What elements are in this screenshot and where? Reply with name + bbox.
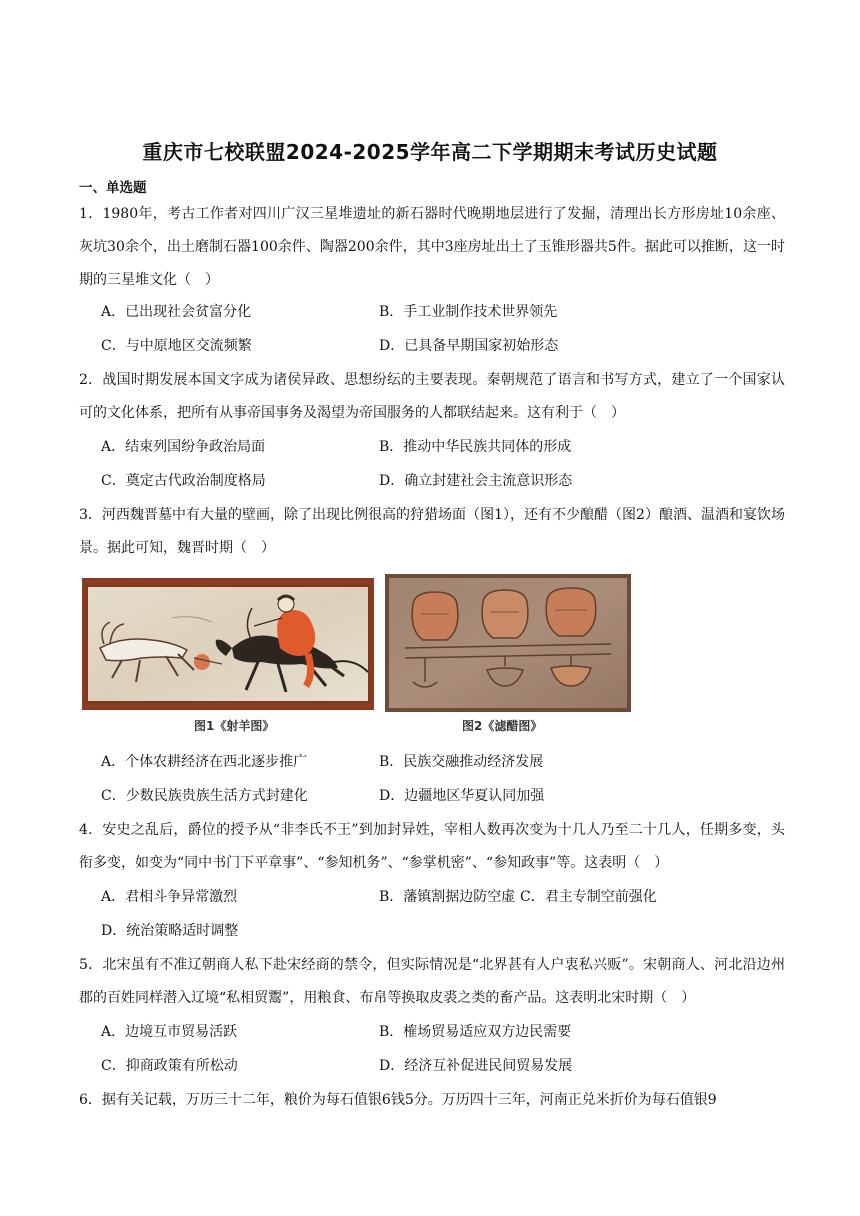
figure-2-caption: 图2《滤醋图》	[462, 719, 543, 733]
question-3-figures	[82, 574, 632, 739]
question-4-option-a: A．君相斗争异常激烈	[101, 889, 238, 905]
hunting-mural-image	[82, 578, 374, 710]
question-3-option-d: D．边疆地区华夏认同加强	[379, 788, 545, 804]
question-1-option-b: B．手工业制作技术世界领先	[379, 304, 558, 320]
question-2-option-d: D．确立封建社会主流意识形态	[379, 473, 573, 489]
section-heading: 一、单选题	[79, 180, 147, 196]
question-4-stem: 4．安史之乱后，爵位的授予从“非李氏不王”到加封异姓，宰相人数再次变为十几人乃至二十几人，任期多变，头衔多变，如变为“同中书门下平章事”、“参知机务”、“参掌机密”、“参知政事”等。这表明（ ）	[79, 822, 785, 871]
question-3-stem: 3．河西魏晋墓中有大量的壁画，除了出现比例很高的狩猎场面（图1），还有不少酿醋（图2）酿酒、温酒和宴饮场景。据此可知，魏晋时期（ ）	[79, 507, 785, 556]
question-3-option-c: C．少数民族贵族生活方式封建化	[101, 788, 308, 804]
question-6-stem: 6．据有关记载，万历三十二年，粮价为每石值银6钱5分。万历四十三年，河南正兑米折价为每石值银9	[79, 1092, 717, 1108]
question-4-option-d: D．统治策略适时调整	[101, 923, 239, 939]
question-4-option-c: C．君主专制空前强化	[520, 889, 657, 905]
question-5-option-d: D．经济互补促进民间贸易发展	[379, 1058, 573, 1074]
question-5-option-b: B．榷场贸易适应双方边民需要	[379, 1024, 572, 1040]
question-5-stem: 5．北宋虽有不准辽朝商人私下赴宋经商的禁令，但实际情况是“北界甚有人户衷私兴贩”。宋朝商人、河北沿边州郡的百姓同样潜入辽境“私相贸鬻”，用粮食、布帛等换取皮裘之类的畜产品。这表明北宋时期（ ）	[79, 957, 785, 1006]
question-2-option-a: A．结束列国纷争政治局面	[101, 439, 266, 455]
question-5-option-c: C．抑商政策有所松动	[101, 1058, 238, 1074]
question-2-option-b: B．推动中华民族共同体的形成	[379, 439, 572, 455]
vinegar-brick-image	[385, 574, 631, 712]
question-4-option-b: B．藩镇割据边防空虚	[379, 889, 516, 905]
question-1-stem: 1．1980年，考古工作者对四川广汉三星堆遗址的新石器时代晚期地层进行了发掘，清理出长方形房址10余座、灰坑30余个，出土磨制石器100余件、陶器200余件，其中3座房址出土了玉锥形器共5件。据此可以推断，这一时期的三星堆文化（ ）	[79, 206, 785, 288]
question-2-option-c: C．奠定古代政治制度格局	[101, 473, 266, 489]
question-3-option-b: B．民族交融推动经济发展	[379, 754, 544, 770]
question-3-option-a: A．个体农耕经济在西北逐步推广	[101, 754, 308, 770]
question-1-option-c: C．与中原地区交流频繁	[101, 338, 252, 354]
page-title: 重庆市七校联盟2024-2025学年高二下学期期末考试历史试题	[142, 140, 718, 164]
figure-1-caption: 图1《射羊图》	[194, 719, 275, 733]
question-1-option-d: D．已具备早期国家初始形态	[379, 338, 559, 354]
question-2-stem: 2．战国时期发展本国文字成为诸侯异政、思想纷纭的主要表现。秦朝规范了语言和书写方式，建立了一个国家认可的文化体系，把所有从事帝国事务及渴望为帝国服务的人都联结起来。这有利于（ ）	[79, 372, 785, 421]
question-5-option-a: A．边境互市贸易活跃	[101, 1024, 238, 1040]
question-1-option-a: A．已出现社会贫富分化	[101, 304, 252, 320]
